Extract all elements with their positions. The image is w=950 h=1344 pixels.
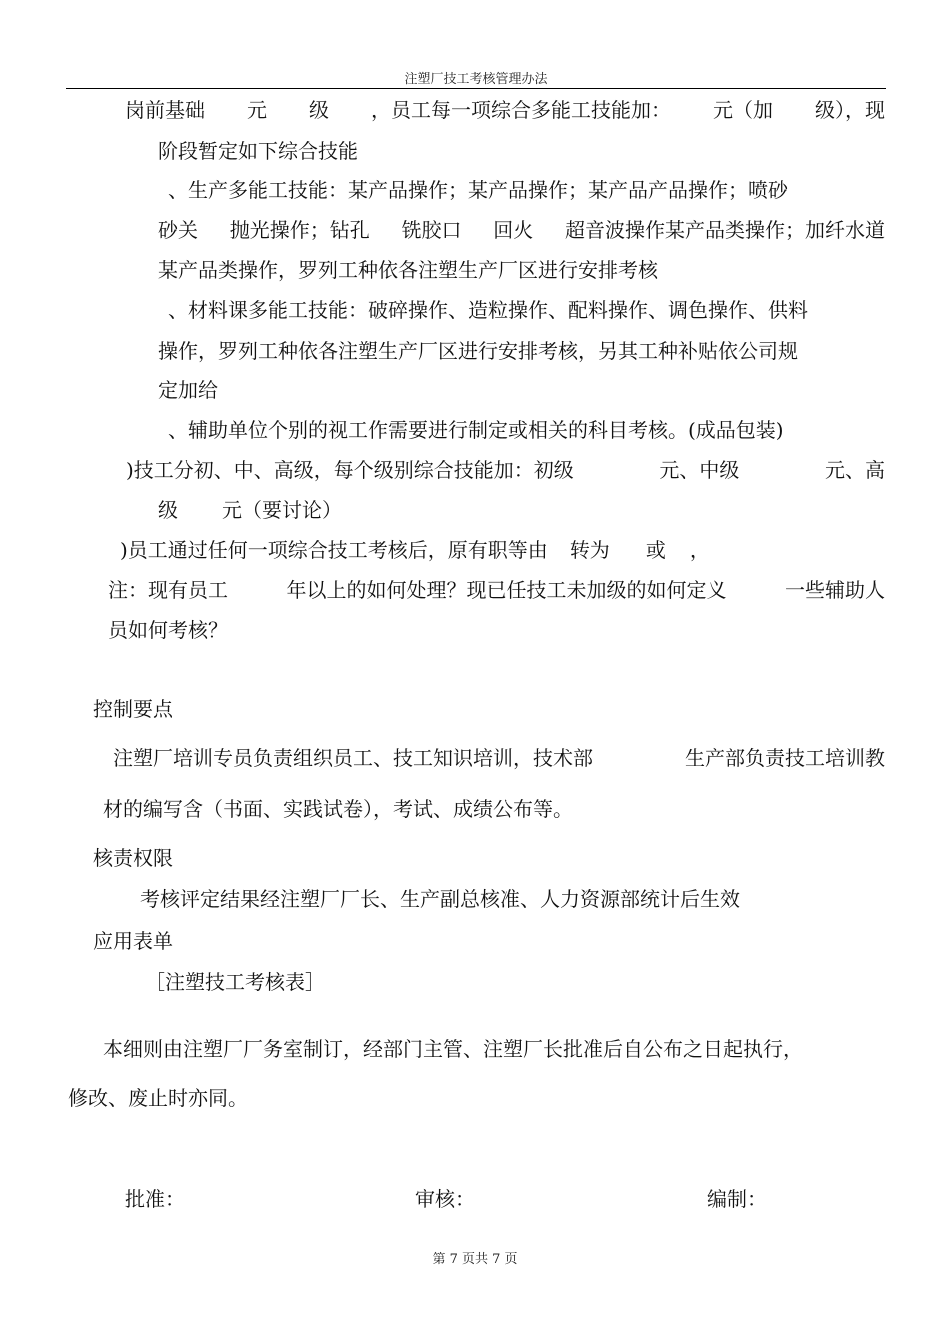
text-span: 级），现 <box>815 98 885 122</box>
text-span: 级 <box>158 498 178 522</box>
p4-line1: 、辅助单位个别的视工作需要进行制定或相关的科目考核。(成品包装) <box>168 418 784 442</box>
text-span: 注：现有员工 <box>108 578 228 602</box>
text-span: 超音波操作某产品类操作；加纤水道 <box>565 218 885 242</box>
note-line1 <box>108 577 885 603</box>
text-span: 或 <box>645 538 666 562</box>
running-header: 注塑厂技工考核管理办法 <box>404 72 548 87</box>
p5-line1 <box>126 457 885 483</box>
text-span: 铣胶口 <box>401 218 462 242</box>
section-heading-forms: 应用表单 <box>93 929 173 953</box>
text-span: 回火 <box>493 218 534 242</box>
text-span: )技工分初、中、高级，每个级别综合技能加：初级 <box>126 458 574 482</box>
text-span: 生产部负责技工培训教 <box>685 746 885 770</box>
section-heading-authority: 核责权限 <box>93 846 173 870</box>
p2-line1: 、生产多能工技能：某产品操作；某产品操作；某产品产品操作；喷砂 <box>168 178 788 202</box>
control-line2: 材的编写含（书面、实践试卷），考试、成绩公布等。 <box>103 797 573 821</box>
text-span: 级 <box>309 98 329 122</box>
p3-line3: 定加给 <box>158 378 218 402</box>
text-span: 元、高 <box>825 458 885 482</box>
authority-text: 考核评定结果经注塑厂厂长、生产副总核准、人力资源部统计后生效 <box>140 887 740 911</box>
signature-review: 审核： <box>415 1187 475 1211</box>
text-span: 抛光操作；钻孔 <box>229 218 370 242</box>
p3-line1: 、材料课多能工技能：破碎操作、造粒操作、配料操作、调色操作、供料 <box>168 298 808 322</box>
form-item: ［注塑技工考核表］ <box>145 970 325 994</box>
note-line2: 员如何考核？ <box>108 618 228 642</box>
text-span: 岗前基础 <box>125 98 205 122</box>
page-number: 第 7 页共 7 页 <box>432 1252 518 1267</box>
text-span: 元（要讨论） <box>222 498 342 522</box>
text-span: ， <box>689 538 710 562</box>
text-span: 年以上的如何处理？现已任技工未加级的如何定义 <box>286 578 727 602</box>
p2-line2 <box>158 217 885 243</box>
closing-line2: 修改、废止时亦同。 <box>68 1086 248 1110</box>
p3-line2: 操作，罗列工种依各注塑生产厂区进行安排考核，另其工种补贴依公司规 <box>158 339 798 363</box>
text-span: 一些辅助人 <box>785 578 885 602</box>
text-span: 转为 <box>569 538 610 562</box>
text-span: 元 <box>247 98 267 122</box>
text-span: )员工通过任何一项综合技工考核后，原有职等由 <box>120 538 548 562</box>
section-heading-control: 控制要点 <box>93 697 173 721</box>
text-span: 元（加 <box>713 98 773 122</box>
text-span: 注塑厂培训专员负责组织员工、技工知识培训，技术部 <box>113 746 593 770</box>
p2-line3: 某产品类操作，罗列工种依各注塑生产厂区进行安排考核 <box>158 258 658 282</box>
header-rule <box>66 88 886 89</box>
closing-line1: 本细则由注塑厂厂务室制订，经部门主管、注塑厂长批准后自公布之日起执行， <box>103 1037 803 1061</box>
signature-approve: 批准： <box>125 1187 185 1211</box>
text-span: 砂关 <box>158 218 198 242</box>
signature-compile: 编制： <box>707 1187 767 1211</box>
p1-line2: 阶段暂定如下综合技能 <box>158 139 358 163</box>
p1-line1 <box>125 97 885 123</box>
p6-line1 <box>120 537 710 563</box>
control-line1 <box>113 745 885 771</box>
text-span: 元、中级 <box>659 458 740 482</box>
text-span: ，员工每一项综合多能工技能加： <box>371 98 671 122</box>
p5-line2 <box>158 497 342 523</box>
